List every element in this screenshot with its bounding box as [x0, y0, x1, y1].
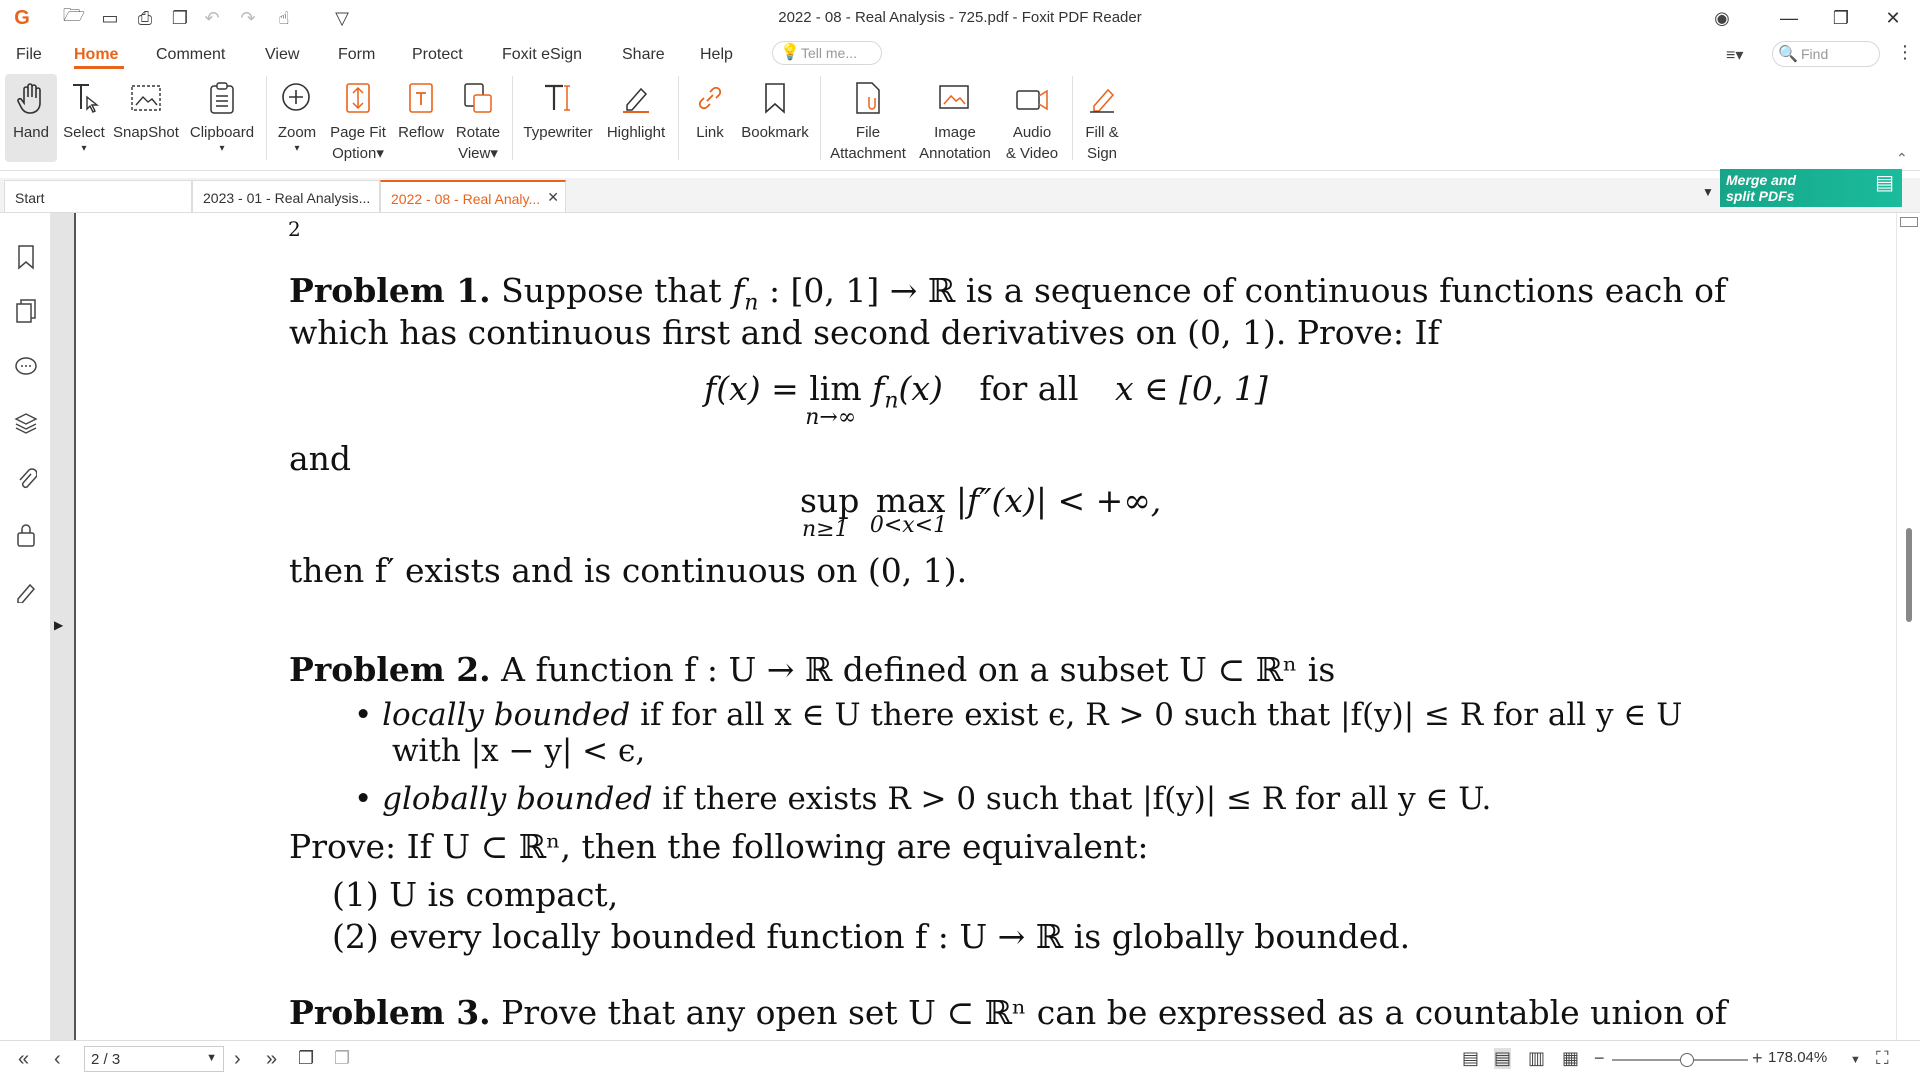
print-icon[interactable]: ⎙ [137, 7, 153, 28]
panel-resize-strip[interactable] [50, 213, 74, 1040]
select-text-icon [60, 74, 108, 122]
eq-sup-sub: n≥1 [802, 517, 849, 542]
ribbon-separator [1072, 76, 1073, 160]
menu-file[interactable]: File [16, 46, 42, 63]
audio-video-icon [1000, 74, 1064, 122]
next-page-icon[interactable]: › [234, 1048, 241, 1070]
previous-view-icon[interactable]: ❐ [298, 1048, 315, 1068]
eq-part: f [861, 369, 885, 408]
text-span: is a sequence of continuous functions each of [955, 271, 1727, 310]
more-options-icon[interactable]: ⋮ [1896, 42, 1914, 62]
eq-part: f(x) = [704, 369, 810, 408]
problem-2-bullet-1 [354, 697, 1682, 733]
ribbon-label: Fill & [1085, 124, 1119, 141]
menu-home[interactable]: Home [74, 46, 119, 63]
page-number-input[interactable] [84, 1046, 224, 1072]
document-viewport[interactable] [74, 213, 1896, 1040]
eq-lim: lim [809, 369, 862, 408]
ribbon-label: Audio [1012, 124, 1052, 141]
problem-2-item-2: (2) every locally bounded function f : U → ℝ is globally bounded. [332, 917, 1411, 956]
ribbon-separator [266, 76, 267, 160]
continuous-facing-view-icon[interactable]: ▦ [1562, 1048, 1580, 1068]
foxit-logo-icon: G [14, 6, 30, 29]
signature-panel-icon[interactable] [12, 577, 40, 605]
zoom-dropdown-icon[interactable]: ▼ [1850, 1054, 1861, 1066]
typewriter-icon [520, 74, 596, 122]
ribbon-label: Page Fit [330, 124, 386, 141]
rotate-view-icon [452, 74, 504, 122]
bookmarks-panel-icon[interactable] [12, 243, 40, 271]
restore-button[interactable]: ❐ [1832, 7, 1850, 28]
problem-2-prove: Prove: If U ⊂ ℝⁿ, then the following are equivalent: [289, 827, 1149, 866]
ribbon-label: Select [63, 124, 105, 141]
tab-list-dropdown-icon[interactable]: ▼ [1702, 185, 1714, 199]
zoom-button[interactable] [274, 74, 320, 162]
problem-1-conclusion: then f′ exists and is continuous on (0, 1). [289, 551, 968, 590]
pages-panel-icon[interactable] [12, 297, 40, 325]
ribbon-label: Link [696, 124, 724, 141]
fullscreen-icon[interactable]: ⛶ [1876, 1048, 1889, 1068]
menu-help[interactable]: Help [700, 46, 733, 63]
eq-sup: sup [800, 481, 860, 520]
ribbon-label: Hand [13, 124, 49, 141]
problem-2-title: Problem 2. [289, 650, 491, 689]
search-options-icon[interactable]: ≡▾ [1726, 47, 1744, 64]
ribbon-label: File [855, 124, 881, 141]
select-tool-button[interactable] [60, 74, 108, 162]
reflow-button[interactable] [394, 74, 448, 162]
ribbon-dropdown-arrow: ▾ [81, 143, 87, 154]
clipboard-button[interactable] [186, 74, 258, 162]
ribbon-separator [820, 76, 821, 160]
banner-line2: split PDFs [1726, 188, 1795, 204]
previous-page-icon[interactable]: ‹ [54, 1048, 61, 1070]
navigation-panel [0, 213, 50, 1040]
ribbon-label-line2: & Video [1005, 145, 1059, 162]
menu-form[interactable]: Form [338, 46, 376, 63]
emphasis: globally bounded [382, 781, 653, 817]
ribbon-separator [678, 76, 679, 160]
highlight-button[interactable] [602, 74, 670, 162]
scrollbar-thumb[interactable] [1906, 528, 1912, 622]
tab-start[interactable]: Start [4, 180, 192, 212]
zoom-slider-thumb[interactable] [1680, 1053, 1694, 1067]
tab-2023-01-real-analysis[interactable]: 2023 - 01 - Real Analysis... [192, 180, 380, 212]
open-folder-icon[interactable]: 🗁 [62, 5, 86, 25]
page-fit-option-button[interactable] [328, 74, 388, 162]
window-title: 2022 - 08 - Real Analysis - 725.pdf - Foxit PDF Reader [778, 9, 1142, 26]
ribbon-label-line2: Attachment [830, 145, 906, 162]
banner-line1: Merge and [1726, 172, 1797, 188]
account-icon[interactable]: ◉ [1714, 7, 1730, 28]
find-input[interactable]: Find [1772, 41, 1880, 67]
zoom-level[interactable]: 178.04% [1768, 1049, 1828, 1066]
pdf-page [74, 213, 1896, 1040]
ribbon-label: Typewriter [523, 124, 593, 141]
snapshot-icon [112, 74, 180, 122]
comments-panel-icon[interactable] [12, 353, 40, 381]
ribbon-label: Reflow [398, 124, 444, 141]
pdf-merge-icon: ▤ [1875, 172, 1894, 194]
zoom-out-icon[interactable]: − [1594, 1048, 1605, 1068]
link-icon [686, 74, 734, 122]
facing-view-icon[interactable]: ▥ [1528, 1048, 1546, 1068]
link-button[interactable] [686, 74, 734, 162]
vertical-scrollbar[interactable] [1896, 213, 1920, 1040]
close-tab-icon[interactable]: ✕ [547, 189, 559, 205]
page-fit-icon [328, 74, 388, 122]
menu-comment[interactable]: Comment [156, 46, 226, 63]
merge-split-banner[interactable] [1720, 169, 1902, 207]
zoom-in-small-icon[interactable]: + [1752, 1048, 1763, 1068]
problem-3-title: Problem 3. [289, 993, 491, 1032]
bookmark-button[interactable] [738, 74, 812, 162]
menu-foxit-esign[interactable]: Foxit eSign [502, 46, 583, 63]
text-span: Suppose that [490, 271, 733, 310]
and-text: and [289, 439, 352, 478]
expand-panel-icon[interactable]: ▶ [54, 618, 64, 632]
eq-max-sub: 0<x<1 [869, 513, 948, 538]
file-attachment-button[interactable] [828, 74, 908, 162]
page-indicator: 2 / 3 [91, 1051, 121, 1068]
last-page-icon[interactable]: » [266, 1048, 278, 1070]
text-span: A function f : U → ℝ defined on a subset U ⊂ ℝⁿ is [490, 650, 1336, 689]
bookmark-icon [738, 74, 812, 122]
hand-tool-quick-icon[interactable]: ☝ [278, 7, 290, 28]
layers-panel-icon[interactable] [12, 409, 40, 437]
scrollbar-top-marker [1900, 217, 1918, 227]
redo-icon[interactable]: ↷ [240, 7, 256, 28]
undo-icon[interactable]: ↶ [204, 7, 220, 28]
problem-1-line-1: Problem 1. Suppose that $f_n$ : [0, 1] → ℝ is a sequence of continuous functions each of [289, 271, 1727, 316]
bullet: • [354, 697, 383, 733]
ribbon-separator [512, 76, 513, 160]
ribbon-label: Bookmark [741, 124, 809, 141]
ribbon-dropdown-arrow: ▾ [294, 143, 300, 154]
page-number: 2 [288, 217, 301, 241]
ribbon-label: SnapShot [113, 124, 179, 141]
emphasis: locally bounded [382, 697, 631, 733]
lightbulb-icon: 💡 [780, 44, 800, 61]
hand-icon [5, 74, 57, 122]
tell-me-search[interactable]: Tell me... [772, 41, 882, 65]
first-page-icon[interactable]: « [18, 1048, 30, 1070]
audio-video-button[interactable] [1000, 74, 1064, 162]
page-dropdown-icon[interactable]: ▼ [206, 1052, 217, 1064]
eq-body: |f″(x)| < +∞, [945, 481, 1162, 520]
ribbon-label: Image [934, 124, 976, 141]
save-icon[interactable]: ▭ [101, 7, 119, 28]
customize-quick-access-icon[interactable]: ▽ [335, 7, 349, 28]
active-menu-underline [74, 66, 124, 69]
text-span: Prove that any open set U ⊂ ℝⁿ can be expressed as a countable union of [490, 993, 1727, 1032]
collapse-ribbon-icon[interactable]: ⌃ [1896, 150, 1908, 166]
problem-2-bullet-2 [354, 781, 1491, 817]
highlight-icon [602, 74, 670, 122]
snapshot-button[interactable] [112, 74, 180, 162]
problem-1-line-2: which has continuous first and second derivatives on (0, 1). Prove: If [289, 313, 1440, 352]
problem-2-bullet-1-cont: with |x − y| < ϵ, [392, 733, 646, 769]
ribbon-label: Zoom [277, 124, 317, 141]
eq-forall: for all [979, 369, 1079, 408]
problem-1-title: Problem 1. [289, 271, 491, 310]
zoom-in-icon [274, 74, 320, 122]
continuous-view-icon[interactable]: ▤ [1494, 1048, 1512, 1068]
ribbon-label-line2: Sign [1086, 145, 1118, 162]
eq-lim-sub: n→∞ [805, 405, 857, 430]
ribbon-label: Highlight [606, 124, 666, 141]
bullet: • [354, 781, 383, 817]
attachments-panel-icon[interactable] [12, 465, 40, 493]
ribbon-dropdown-arrow: ▾ [219, 143, 225, 154]
text-span: if for all x ∈ U there exist ϵ, R > 0 such that |f(y)| ≤ R for all y ∈ U [630, 697, 1683, 733]
title-bar [0, 0, 1920, 36]
clipboard-icon [186, 74, 258, 122]
equation-2 [800, 481, 1162, 542]
ribbon-label: Rotate [455, 124, 501, 141]
eq-domain: x ∈ [0, 1] [1115, 369, 1268, 408]
menu-protect[interactable]: Protect [412, 46, 463, 63]
problem-2-line-1 [289, 650, 1335, 689]
security-panel-icon[interactable] [12, 521, 40, 549]
equation-1: f(x) = lim n→∞ $f_n(x)$ for all x ∈ [0, 1] [704, 369, 1268, 430]
search-icon: 🔍 [1778, 46, 1798, 63]
next-view-icon[interactable]: ❐ [334, 1048, 351, 1068]
file-attachment-icon [828, 74, 908, 122]
ribbon-label-line2: View▾ [458, 145, 498, 162]
tab-2022-08-real-analysis[interactable] [380, 180, 566, 212]
image-annotation-button[interactable] [914, 74, 996, 162]
new-doc-icon[interactable]: ❐ [171, 7, 189, 28]
menu-view[interactable]: View [265, 46, 300, 63]
image-annotation-icon [914, 74, 996, 122]
text-span: if there exists R > 0 such that |f(y)| ≤ R for all y ∈ U. [652, 781, 1492, 817]
single-page-view-icon[interactable]: ▤ [1462, 1048, 1480, 1068]
ribbon-label: Clipboard [189, 124, 255, 141]
hand-tool-button[interactable] [5, 74, 57, 162]
problem-3-line-1 [289, 993, 1727, 1032]
menu-share[interactable]: Share [622, 46, 665, 63]
rotate-view-button[interactable] [452, 74, 504, 162]
reflow-icon [394, 74, 448, 122]
fill-sign-button[interactable] [1080, 74, 1124, 162]
minimize-button[interactable]: — [1780, 7, 1798, 28]
ribbon-label-line2: Option▾ [332, 145, 384, 162]
tab-label: 2022 - 08 - Real Analy... [391, 191, 541, 207]
eq-max: max [875, 481, 946, 520]
close-window-button[interactable]: ✕ [1885, 7, 1901, 28]
fill-sign-icon [1080, 74, 1124, 122]
problem-2-item-1: (1) U is compact, [332, 875, 619, 914]
ribbon-label-line2: Annotation [919, 145, 991, 162]
typewriter-button[interactable] [520, 74, 596, 162]
